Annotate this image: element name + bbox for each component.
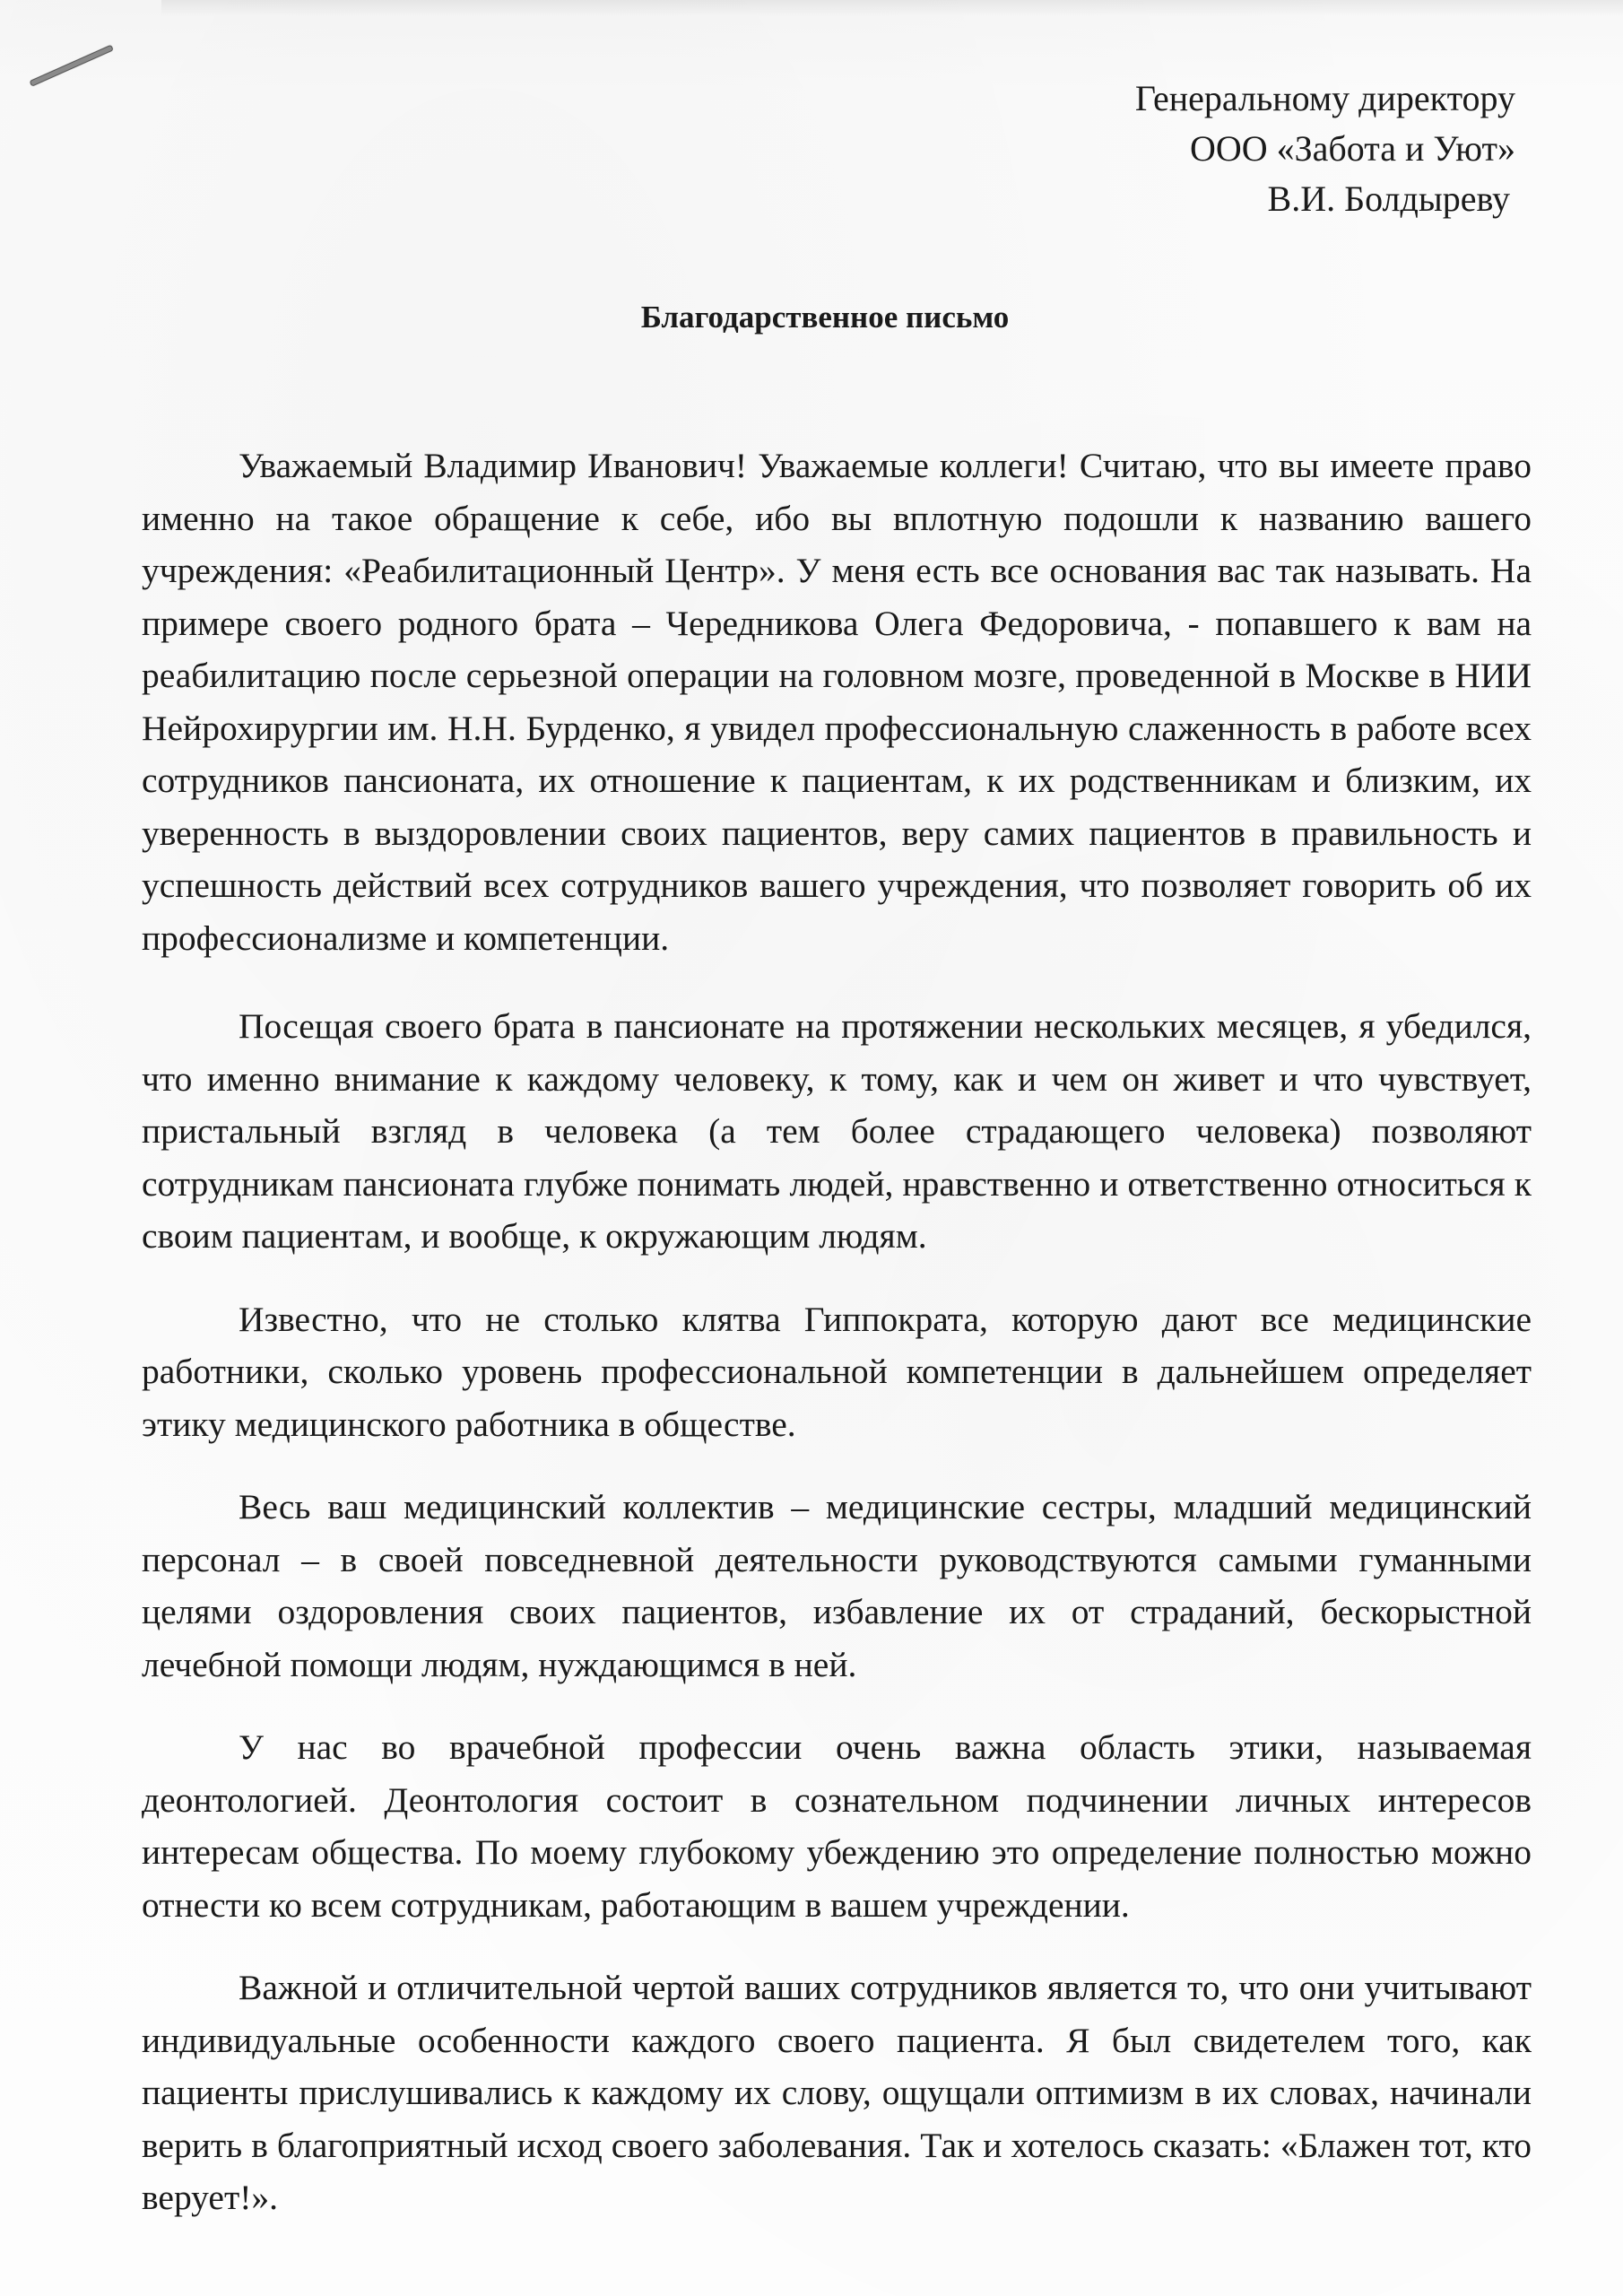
- paragraph-individual-approach: Важной и отличительной чертой ваших сотрудников является то, что они учитывают индивидуальные особенности каждого своего пациента. Я был свидетелем того, как пациенты прислушивались к каждому их слову, ощущали оптимизм в их словах, начинали верить в благоприятный исход своего заболевания. Так и хотелось сказать: «Блажен тот, кто верует!».: [142, 1968, 1532, 2217]
- letter-title: Благодарственное письмо: [640, 300, 1010, 335]
- paragraph-greeting: Уважаемый Владимир Иванович! Уважаемые коллеги! Считаю, что вы имеете право именно на такое обращение к себе, ибо вы вплотную подошли к названию вашего учреждения: «Реабилитационный Центр». У меня есть все основания вас так называть. На примере своего родного брата – Чередникова Олега Федоровича, - попавшего к вам на реабилитацию после серьезной операции на головном мозге, проведенной в Москве в НИИ Нейрохирургии им. Н.Н. Бурденко, я увидел профессиональную слаженность в работе всех сотрудников пансионата, их отношение к пациентам, к их родственникам и близким, их уверенность в выздоровлении своих пациентов, веру самих пациентов в правильность и успешность действий всех сотрудников вашего учреждения, что позволяет говорить об их профессионализме и компетенции.: [142, 446, 1532, 958]
- scan-edge-shadow: [161, 0, 1623, 16]
- addressee-organization: ООО «Забота и Уют»: [1189, 128, 1515, 169]
- letter-body: [142, 439, 1532, 2255]
- addressee-position: Генеральному директору: [1134, 78, 1515, 118]
- addressee-name: В.И. Болдыреву: [1267, 178, 1510, 219]
- paragraph-hippocratic: Известно, что не столько клятва Гиппократа, которую дают все медицинские работники, сколько уровень профессиональной компетенции в дальнейшем определяет этику медицинского работника в обществе.: [142, 1299, 1532, 1444]
- paragraph-deontology: У нас во врачебной профессии очень важна область этики, называемая деонтологией. Деонтология состоит в сознательном подчинении личных интересов интересам общества. По моему глубокому убеждению это определение полностью можно отнести ко всем сотрудникам, работающим в вашем учреждении.: [142, 1727, 1532, 1925]
- paragraph-medical-staff: Весь ваш медицинский коллектив – медицинские сестры, младший медицинский персонал – в своей повседневной деятельности руководствуются самыми гуманными целями оздоровления своих пациентов, избавление их от страданий, бескорыстной лечебной помощи людям, нуждающимся в ней.: [142, 1487, 1532, 1684]
- staple-mark: [30, 45, 114, 87]
- addressee-block: [1135, 74, 1515, 224]
- paragraph-visits: Посещая своего брата в пансионате на протяжении нескольких месяцев, я убедился, что именно внимание к каждому человеку, к тому, как и чем он живет и что чувствует, пристальный взгляд в человека (а тем более страдающего человека) позволяют сотрудникам пансионата глубже понимать людей, нравственно и ответственно относиться к своим пациентам, и вообще, к окружающим людям.: [142, 1006, 1532, 1256]
